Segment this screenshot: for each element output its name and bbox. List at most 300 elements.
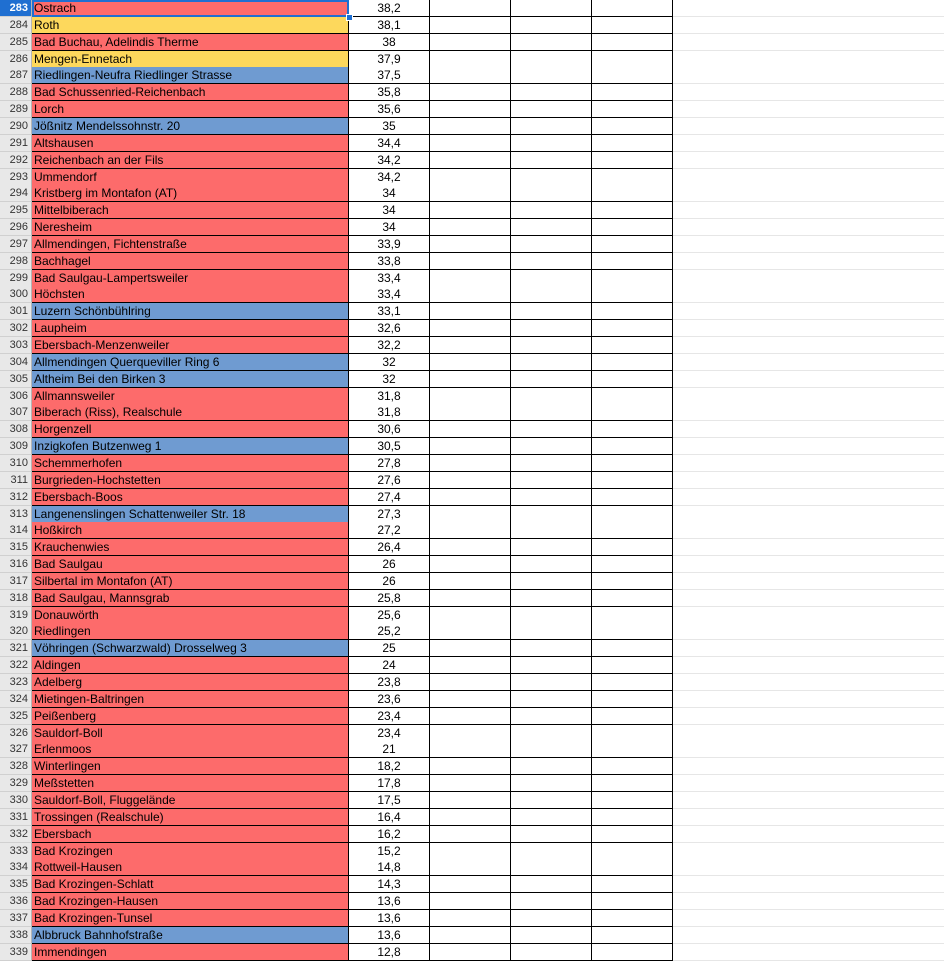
value-cell[interactable]: 14,3 — [349, 876, 430, 893]
location-name-cell[interactable] — [32, 337, 349, 354]
empty-cell[interactable] — [511, 775, 592, 792]
value-cell[interactable]: 33,4 — [349, 270, 430, 287]
empty-cell[interactable] — [592, 17, 673, 34]
empty-cell[interactable] — [430, 876, 511, 893]
row-header[interactable]: 312 — [0, 489, 32, 506]
empty-cell[interactable] — [673, 741, 944, 758]
row-header[interactable]: 339 — [0, 944, 32, 961]
empty-cell[interactable] — [511, 404, 592, 421]
empty-cell[interactable] — [673, 859, 944, 876]
empty-cell[interactable] — [673, 506, 944, 523]
row-header[interactable]: 319 — [0, 607, 32, 624]
value-cell[interactable]: 35,8 — [349, 84, 430, 101]
empty-cell[interactable] — [673, 0, 944, 17]
empty-cell[interactable] — [430, 859, 511, 876]
empty-cell[interactable] — [511, 725, 592, 742]
empty-cell[interactable] — [673, 758, 944, 775]
row-header[interactable]: 315 — [0, 539, 32, 556]
row-header[interactable]: 331 — [0, 809, 32, 826]
empty-cell[interactable] — [592, 118, 673, 135]
empty-cell[interactable] — [511, 320, 592, 337]
empty-cell[interactable] — [673, 101, 944, 118]
empty-cell[interactable] — [430, 337, 511, 354]
empty-cell[interactable] — [673, 185, 944, 202]
empty-cell[interactable] — [430, 489, 511, 506]
row-header[interactable]: 294 — [0, 185, 32, 202]
empty-cell[interactable] — [430, 388, 511, 405]
location-name-cell[interactable] — [32, 219, 349, 236]
value-cell[interactable]: 25,6 — [349, 607, 430, 624]
value-cell[interactable]: 26 — [349, 556, 430, 573]
value-cell[interactable]: 33,9 — [349, 236, 430, 253]
value-cell[interactable]: 34,4 — [349, 135, 430, 152]
row-header[interactable]: 321 — [0, 640, 32, 657]
empty-cell[interactable] — [511, 286, 592, 303]
value-cell[interactable]: 13,6 — [349, 927, 430, 944]
value-cell[interactable]: 35,6 — [349, 101, 430, 118]
row-header[interactable]: 299 — [0, 270, 32, 287]
empty-cell[interactable] — [430, 169, 511, 186]
empty-cell[interactable] — [592, 404, 673, 421]
empty-cell[interactable] — [430, 944, 511, 961]
empty-cell[interactable] — [592, 775, 673, 792]
value-cell[interactable]: 27,2 — [349, 522, 430, 539]
empty-cell[interactable] — [592, 708, 673, 725]
empty-cell[interactable] — [430, 472, 511, 489]
location-name-cell[interactable] — [32, 674, 349, 691]
row-header[interactable]: 295 — [0, 202, 32, 219]
row-header[interactable]: 285 — [0, 34, 32, 51]
empty-cell[interactable] — [430, 84, 511, 101]
location-name-cell[interactable] — [32, 169, 349, 186]
empty-cell[interactable] — [511, 101, 592, 118]
location-name-cell[interactable] — [32, 573, 349, 590]
empty-cell[interactable] — [673, 843, 944, 860]
location-name-cell[interactable] — [32, 506, 349, 523]
empty-cell[interactable] — [592, 489, 673, 506]
empty-cell[interactable] — [430, 421, 511, 438]
value-cell[interactable]: 27,4 — [349, 489, 430, 506]
empty-cell[interactable] — [511, 640, 592, 657]
empty-cell[interactable] — [592, 607, 673, 624]
value-cell[interactable]: 31,8 — [349, 388, 430, 405]
empty-cell[interactable] — [511, 506, 592, 523]
location-name-cell[interactable] — [32, 910, 349, 927]
empty-cell[interactable] — [592, 253, 673, 270]
empty-cell[interactable] — [592, 809, 673, 826]
empty-cell[interactable] — [511, 758, 592, 775]
empty-cell[interactable] — [673, 556, 944, 573]
row-header[interactable]: 326 — [0, 725, 32, 742]
empty-cell[interactable] — [673, 236, 944, 253]
empty-cell[interactable] — [673, 708, 944, 725]
value-cell[interactable]: 33,8 — [349, 253, 430, 270]
empty-cell[interactable] — [511, 826, 592, 843]
empty-cell[interactable] — [511, 573, 592, 590]
value-cell[interactable]: 23,6 — [349, 691, 430, 708]
empty-cell[interactable] — [673, 489, 944, 506]
value-cell[interactable]: 23,4 — [349, 725, 430, 742]
empty-cell[interactable] — [673, 118, 944, 135]
row-header[interactable]: 330 — [0, 792, 32, 809]
empty-cell[interactable] — [511, 539, 592, 556]
empty-cell[interactable] — [592, 34, 673, 51]
location-name-cell[interactable] — [32, 84, 349, 101]
empty-cell[interactable] — [673, 640, 944, 657]
empty-cell[interactable] — [673, 792, 944, 809]
empty-cell[interactable] — [673, 354, 944, 371]
empty-cell[interactable] — [592, 67, 673, 84]
empty-cell[interactable] — [592, 455, 673, 472]
empty-cell[interactable] — [430, 219, 511, 236]
row-header[interactable]: 304 — [0, 354, 32, 371]
location-name-cell[interactable] — [32, 371, 349, 388]
empty-cell[interactable] — [592, 674, 673, 691]
value-cell[interactable]: 32 — [349, 371, 430, 388]
empty-cell[interactable] — [592, 573, 673, 590]
empty-cell[interactable] — [592, 84, 673, 101]
empty-cell[interactable] — [592, 371, 673, 388]
empty-cell[interactable] — [511, 421, 592, 438]
value-cell[interactable]: 23,8 — [349, 674, 430, 691]
value-cell[interactable]: 27,8 — [349, 455, 430, 472]
value-cell[interactable]: 32 — [349, 354, 430, 371]
empty-cell[interactable] — [592, 185, 673, 202]
empty-cell[interactable] — [673, 927, 944, 944]
row-header[interactable]: 296 — [0, 219, 32, 236]
empty-cell[interactable] — [511, 17, 592, 34]
empty-cell[interactable] — [430, 893, 511, 910]
empty-cell[interactable] — [673, 51, 944, 68]
empty-cell[interactable] — [511, 741, 592, 758]
empty-cell[interactable] — [592, 590, 673, 607]
empty-cell[interactable] — [511, 472, 592, 489]
empty-cell[interactable] — [673, 270, 944, 287]
empty-cell[interactable] — [592, 623, 673, 640]
empty-cell[interactable] — [430, 556, 511, 573]
empty-cell[interactable] — [592, 843, 673, 860]
row-header[interactable]: 316 — [0, 556, 32, 573]
empty-cell[interactable] — [673, 286, 944, 303]
value-cell[interactable]: 33,1 — [349, 303, 430, 320]
empty-cell[interactable] — [511, 876, 592, 893]
location-name-cell[interactable] — [32, 51, 349, 68]
empty-cell[interactable] — [511, 489, 592, 506]
row-header[interactable]: 297 — [0, 236, 32, 253]
row-header[interactable]: 300 — [0, 286, 32, 303]
empty-cell[interactable] — [511, 169, 592, 186]
row-header[interactable]: 310 — [0, 455, 32, 472]
row-header[interactable]: 293 — [0, 169, 32, 186]
location-name-cell[interactable] — [32, 472, 349, 489]
empty-cell[interactable] — [673, 404, 944, 421]
empty-cell[interactable] — [592, 337, 673, 354]
row-header[interactable]: 301 — [0, 303, 32, 320]
row-header[interactable]: 298 — [0, 253, 32, 270]
empty-cell[interactable] — [511, 455, 592, 472]
empty-cell[interactable] — [430, 843, 511, 860]
empty-cell[interactable] — [430, 152, 511, 169]
row-header[interactable]: 338 — [0, 927, 32, 944]
empty-cell[interactable] — [673, 202, 944, 219]
empty-cell[interactable] — [592, 320, 673, 337]
row-header[interactable]: 318 — [0, 590, 32, 607]
value-cell[interactable]: 37,9 — [349, 51, 430, 68]
value-cell[interactable]: 35 — [349, 118, 430, 135]
empty-cell[interactable] — [673, 34, 944, 51]
empty-cell[interactable] — [430, 775, 511, 792]
value-cell[interactable]: 25 — [349, 640, 430, 657]
empty-cell[interactable] — [430, 303, 511, 320]
location-name-cell[interactable] — [32, 522, 349, 539]
value-cell[interactable]: 24 — [349, 657, 430, 674]
empty-cell[interactable] — [592, 152, 673, 169]
empty-cell[interactable] — [430, 674, 511, 691]
empty-cell[interactable] — [430, 286, 511, 303]
value-cell[interactable]: 23,4 — [349, 708, 430, 725]
empty-cell[interactable] — [592, 169, 673, 186]
location-name-cell[interactable] — [32, 101, 349, 118]
location-name-cell[interactable] — [32, 286, 349, 303]
empty-cell[interactable] — [673, 590, 944, 607]
row-header[interactable]: 323 — [0, 674, 32, 691]
empty-cell[interactable] — [592, 219, 673, 236]
empty-cell[interactable] — [673, 84, 944, 101]
empty-cell[interactable] — [430, 910, 511, 927]
empty-cell[interactable] — [592, 758, 673, 775]
row-header[interactable]: 335 — [0, 876, 32, 893]
empty-cell[interactable] — [673, 910, 944, 927]
empty-cell[interactable] — [592, 354, 673, 371]
row-header[interactable]: 324 — [0, 691, 32, 708]
row-header[interactable]: 287 — [0, 67, 32, 84]
empty-cell[interactable] — [592, 859, 673, 876]
location-name-cell[interactable] — [32, 489, 349, 506]
location-name-cell[interactable] — [32, 455, 349, 472]
location-name-cell[interactable] — [32, 354, 349, 371]
empty-cell[interactable] — [511, 337, 592, 354]
empty-cell[interactable] — [511, 556, 592, 573]
empty-cell[interactable] — [592, 725, 673, 742]
empty-cell[interactable] — [511, 34, 592, 51]
empty-cell[interactable] — [430, 67, 511, 84]
empty-cell[interactable] — [592, 101, 673, 118]
location-name-cell[interactable] — [32, 741, 349, 758]
row-header[interactable]: 328 — [0, 758, 32, 775]
empty-cell[interactable] — [430, 404, 511, 421]
empty-cell[interactable] — [430, 607, 511, 624]
row-header[interactable]: 329 — [0, 775, 32, 792]
value-cell[interactable]: 30,6 — [349, 421, 430, 438]
empty-cell[interactable] — [430, 455, 511, 472]
empty-cell[interactable] — [592, 741, 673, 758]
value-cell[interactable]: 38,1 — [349, 17, 430, 34]
empty-cell[interactable] — [430, 236, 511, 253]
empty-cell[interactable] — [673, 320, 944, 337]
row-header[interactable]: 334 — [0, 859, 32, 876]
empty-cell[interactable] — [511, 270, 592, 287]
empty-cell[interactable] — [511, 388, 592, 405]
empty-cell[interactable] — [673, 809, 944, 826]
empty-cell[interactable] — [430, 506, 511, 523]
row-header[interactable]: 320 — [0, 623, 32, 640]
row-header[interactable]: 337 — [0, 910, 32, 927]
empty-cell[interactable] — [673, 67, 944, 84]
empty-cell[interactable] — [673, 607, 944, 624]
value-cell[interactable]: 14,8 — [349, 859, 430, 876]
empty-cell[interactable] — [673, 219, 944, 236]
empty-cell[interactable] — [592, 421, 673, 438]
empty-cell[interactable] — [511, 590, 592, 607]
empty-cell[interactable] — [673, 691, 944, 708]
empty-cell[interactable] — [430, 17, 511, 34]
empty-cell[interactable] — [511, 708, 592, 725]
empty-cell[interactable] — [592, 539, 673, 556]
empty-cell[interactable] — [511, 522, 592, 539]
empty-cell[interactable] — [430, 202, 511, 219]
empty-cell[interactable] — [673, 944, 944, 961]
row-header[interactable]: 322 — [0, 657, 32, 674]
empty-cell[interactable] — [511, 0, 592, 17]
empty-cell[interactable] — [592, 927, 673, 944]
empty-cell[interactable] — [511, 253, 592, 270]
location-name-cell[interactable] — [32, 270, 349, 287]
value-cell[interactable]: 32,6 — [349, 320, 430, 337]
empty-cell[interactable] — [673, 893, 944, 910]
empty-cell[interactable] — [430, 354, 511, 371]
empty-cell[interactable] — [673, 421, 944, 438]
location-name-cell[interactable] — [32, 927, 349, 944]
value-cell[interactable]: 17,8 — [349, 775, 430, 792]
row-header[interactable]: 303 — [0, 337, 32, 354]
value-cell[interactable]: 26,4 — [349, 539, 430, 556]
empty-cell[interactable] — [673, 152, 944, 169]
empty-cell[interactable] — [592, 657, 673, 674]
location-name-cell[interactable] — [32, 640, 349, 657]
empty-cell[interactable] — [673, 17, 944, 34]
location-name-cell[interactable] — [32, 590, 349, 607]
row-header[interactable]: 309 — [0, 438, 32, 455]
empty-cell[interactable] — [673, 135, 944, 152]
empty-cell[interactable] — [673, 371, 944, 388]
empty-cell[interactable] — [430, 708, 511, 725]
location-name-cell[interactable] — [32, 556, 349, 573]
empty-cell[interactable] — [430, 34, 511, 51]
empty-cell[interactable] — [511, 118, 592, 135]
empty-cell[interactable] — [511, 910, 592, 927]
row-header[interactable]: 308 — [0, 421, 32, 438]
empty-cell[interactable] — [430, 809, 511, 826]
empty-cell[interactable] — [511, 623, 592, 640]
empty-cell[interactable] — [673, 573, 944, 590]
empty-cell[interactable] — [511, 674, 592, 691]
empty-cell[interactable] — [511, 607, 592, 624]
row-header[interactable]: 288 — [0, 84, 32, 101]
empty-cell[interactable] — [511, 236, 592, 253]
empty-cell[interactable] — [430, 0, 511, 17]
empty-cell[interactable] — [673, 455, 944, 472]
empty-cell[interactable] — [511, 202, 592, 219]
empty-cell[interactable] — [430, 253, 511, 270]
empty-cell[interactable] — [430, 135, 511, 152]
value-cell[interactable]: 12,8 — [349, 944, 430, 961]
location-name-cell[interactable] — [32, 623, 349, 640]
value-cell[interactable]: 34 — [349, 185, 430, 202]
row-header[interactable]: 290 — [0, 118, 32, 135]
location-name-cell[interactable] — [32, 438, 349, 455]
empty-cell[interactable] — [592, 51, 673, 68]
empty-cell[interactable] — [430, 826, 511, 843]
empty-cell[interactable] — [430, 590, 511, 607]
value-cell[interactable]: 18,2 — [349, 758, 430, 775]
value-cell[interactable]: 16,4 — [349, 809, 430, 826]
empty-cell[interactable] — [430, 758, 511, 775]
value-cell[interactable]: 37,5 — [349, 67, 430, 84]
empty-cell[interactable] — [511, 371, 592, 388]
value-cell[interactable]: 34,2 — [349, 152, 430, 169]
row-header[interactable]: 291 — [0, 135, 32, 152]
value-cell[interactable]: 25,2 — [349, 623, 430, 640]
location-name-cell[interactable] — [32, 944, 349, 961]
row-header[interactable]: 306 — [0, 388, 32, 405]
empty-cell[interactable] — [673, 303, 944, 320]
empty-cell[interactable] — [511, 438, 592, 455]
empty-cell[interactable] — [592, 286, 673, 303]
empty-cell[interactable] — [430, 725, 511, 742]
empty-cell[interactable] — [592, 135, 673, 152]
empty-cell[interactable] — [511, 657, 592, 674]
location-name-cell[interactable] — [32, 708, 349, 725]
empty-cell[interactable] — [430, 438, 511, 455]
empty-cell[interactable] — [511, 893, 592, 910]
empty-cell[interactable] — [673, 472, 944, 489]
empty-cell[interactable] — [430, 640, 511, 657]
location-name-cell[interactable] — [32, 118, 349, 135]
location-name-cell[interactable] — [32, 253, 349, 270]
location-name-cell[interactable] — [32, 185, 349, 202]
location-name-cell[interactable] — [32, 202, 349, 219]
value-cell[interactable]: 33,4 — [349, 286, 430, 303]
empty-cell[interactable] — [511, 219, 592, 236]
empty-cell[interactable] — [592, 876, 673, 893]
empty-cell[interactable] — [592, 944, 673, 961]
empty-cell[interactable] — [592, 826, 673, 843]
value-cell[interactable]: 34 — [349, 219, 430, 236]
empty-cell[interactable] — [673, 775, 944, 792]
empty-cell[interactable] — [592, 893, 673, 910]
empty-cell[interactable] — [673, 522, 944, 539]
location-name-cell[interactable] — [32, 876, 349, 893]
value-cell[interactable]: 26 — [349, 573, 430, 590]
empty-cell[interactable] — [673, 657, 944, 674]
location-name-cell[interactable] — [32, 303, 349, 320]
location-name-cell[interactable] — [32, 826, 349, 843]
empty-cell[interactable] — [430, 101, 511, 118]
empty-cell[interactable] — [511, 809, 592, 826]
value-cell[interactable]: 31,8 — [349, 404, 430, 421]
empty-cell[interactable] — [430, 51, 511, 68]
empty-cell[interactable] — [592, 388, 673, 405]
location-name-cell[interactable] — [32, 792, 349, 809]
value-cell[interactable]: 32,2 — [349, 337, 430, 354]
empty-cell[interactable] — [511, 185, 592, 202]
location-name-cell[interactable] — [32, 893, 349, 910]
empty-cell[interactable] — [511, 944, 592, 961]
value-cell[interactable]: 34,2 — [349, 169, 430, 186]
location-name-cell[interactable] — [32, 607, 349, 624]
location-name-cell[interactable] — [32, 236, 349, 253]
value-cell[interactable]: 27,6 — [349, 472, 430, 489]
